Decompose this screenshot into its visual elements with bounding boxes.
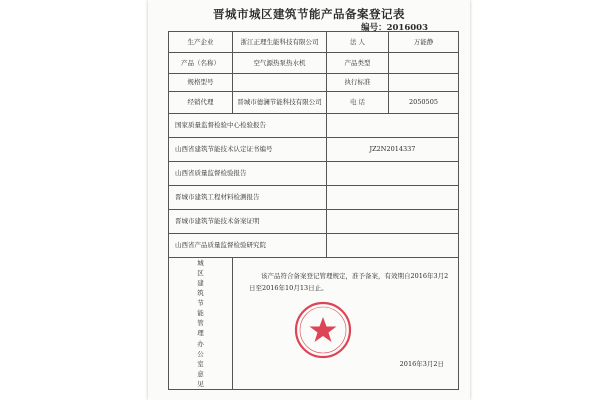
inspection-label: 晋城市建筑工程材料检测报告 [169,186,327,210]
inspection-label: 晋城市建筑节能技术备案证明 [169,210,327,234]
form-title: 晋城市城区建筑节能产品备案登记表 [213,7,405,21]
inspection-label: 山西省产品质量监督检验研究院 [169,234,327,258]
type-value [389,53,459,74]
inspection-value [327,210,459,234]
seal-star-icon [310,317,337,342]
opinion-cell [233,258,459,390]
dealer-label: 经销代理 [169,92,233,114]
inspection-label: 国家质量监督检验中心检验报告 [169,114,327,138]
review-row [169,258,459,390]
table-row [169,92,459,114]
legal-label: 法 人 [327,32,389,53]
inspection-value [327,114,459,138]
inspection-row [169,186,459,210]
inspection-label: 山西省质量监督检验报告 [169,162,327,186]
producer-label: 生产企业 [169,32,233,53]
table-row [169,32,459,53]
registration-form [148,0,470,400]
official-seal [293,300,353,360]
reviewer-label: 城 区 建 筑 节 能 管 理 办 公 室 意 见 [169,258,233,390]
product-label: 产品（名称） [169,53,233,74]
spec-label: 规格型号 [169,74,233,92]
phone-value: 2050505 [389,92,459,114]
standard-value [389,74,459,92]
standard-label: 执行标准 [327,74,389,92]
legal-value: 万能静 [389,32,459,53]
table-row [169,74,459,92]
inspection-row [169,210,459,234]
table-row [169,53,459,74]
document-number: 编号：2016003 [361,23,428,33]
inspection-value [327,186,459,210]
inspection-row [169,234,459,258]
inspection-row [169,114,459,138]
inspection-value: JZ2N2014337 [327,138,459,162]
inspection-row [169,138,459,162]
form-table [168,31,459,390]
approval-date: 2016年3月2日 [399,360,444,369]
inspection-value [327,162,459,186]
dealer-value: 晋城市德澜节能科技有限公司 [233,92,327,114]
producer-value: 浙江正理生能科技有限公司 [233,32,327,53]
type-label: 产品类型 [327,53,389,74]
inspection-row [169,162,459,186]
phone-label: 电 话 [327,92,389,114]
approval-opinion: 该产品符合备案登记管理规定，准予备案，有效期自2016年3月2日至2016年10月13日止。 [249,272,449,293]
product-value: 空气源热泵热水机 [233,53,327,74]
inspection-value [327,234,459,258]
inspection-label: 山西省建筑节能技术认定证书编号 [169,138,327,162]
spec-value [233,74,327,92]
